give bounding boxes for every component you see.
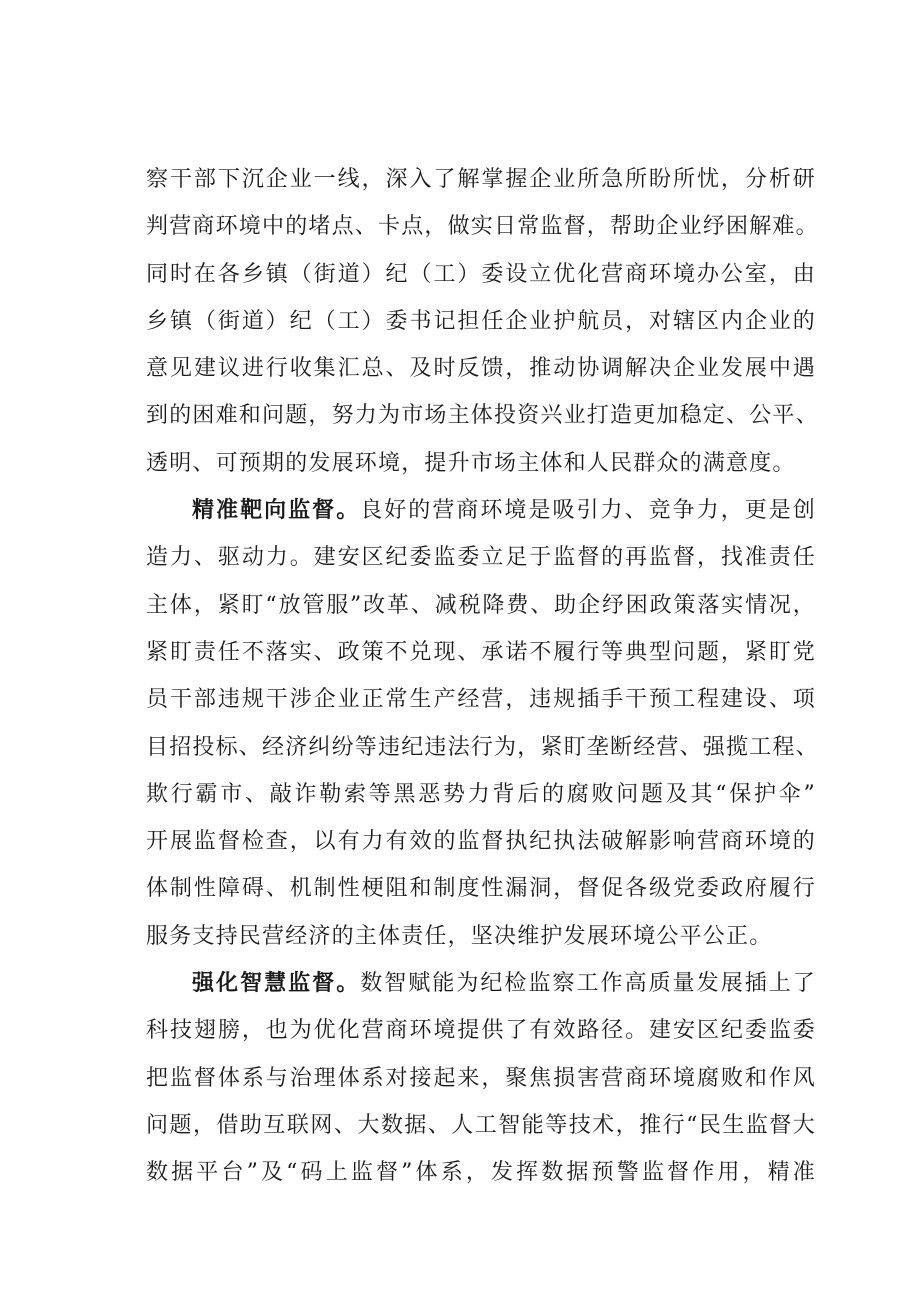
paragraph-first-line <box>146 487 816 534</box>
paragraph-line: 欺行霸市、敲诈勒索等黑恶势力背后的腐败问题及其“保护伞” <box>146 781 816 807</box>
paragraph-2 <box>146 487 819 960</box>
body-text <box>146 156 819 1197</box>
paragraph-line: 乡镇（街道）纪（工）委书记担任企业护航员，对辖区内企业的 <box>146 308 816 334</box>
paragraph-line: 数据平台”及“码上监督”体系，发挥数据预警监督作用，精准 <box>146 1160 816 1186</box>
paragraph-line: 科技翅膀，也为优化营商环境提供了有效路径。建安区纪委监委 <box>146 1018 816 1044</box>
paragraph-line: 员干部违规干涉企业正常生产经营，违规插手干预工程建设、项 <box>146 687 816 713</box>
paragraph-text: 良好的营商环境是吸引力、竞争力，更是创 <box>360 498 816 524</box>
paragraph-line: 到的困难和问题，努力为市场主体投资兴业打造更加稳定、公平、 <box>146 403 819 429</box>
paragraph-3 <box>146 960 816 1196</box>
paragraph-text: 数智赋能为纪检监察工作高质量发展插上了 <box>360 971 816 997</box>
paragraph-line: 问题，借助互联网、大数据、人工智能等技术，推行“民生监督大 <box>146 1112 816 1138</box>
section-heading: 强化智慧监督。 <box>192 971 361 997</box>
paragraph-line: 察干部下沉企业一线，深入了解掌握企业所急所盼所忧，分析研 <box>146 167 816 192</box>
section-heading: 精准靶向监督。 <box>192 498 361 524</box>
paragraph-line: 体制性障碍、机制性梗阻和制度性漏洞，督促各级党委政府履行 <box>146 876 816 902</box>
paragraph-line: 判营商环境中的堵点、卡点，做实日常监督，帮助企业纾困解难。 <box>146 214 819 240</box>
paragraph-line: 造力、驱动力。建安区纪委监委立足于监督的再监督，找准责任 <box>146 545 816 571</box>
paragraph-line: 紧盯责任不落实、政策不兑现、承诺不履行等典型问题，紧盯党 <box>146 639 816 665</box>
paragraph-line: 把监督体系与治理体系对接起来，聚焦损害营商环境腐败和作风 <box>146 1065 816 1091</box>
paragraph-line: 目招投标、经济纠纷等违纪违法行为，紧盯垄断经营、强揽工程、 <box>146 734 819 760</box>
paragraph-line: 服务支持民营经济的主体责任，坚决维护发展环境公平公正。 <box>146 923 773 949</box>
paragraph-line: 意见建议进行收集汇总、及时反馈，推动协调解决企业发展中遇 <box>146 356 816 382</box>
paragraph-line: 同时在各乡镇（街道）纪（工）委设立优化营商环境办公室，由 <box>146 261 816 287</box>
paragraph-1 <box>146 156 819 487</box>
paragraph-line: 主体，紧盯“放管服”改革、减税降费、助企纾困政策落实情况， <box>146 592 816 618</box>
paragraph-line: 透明、可预期的发展环境，提升市场主体和人民群众的满意度。 <box>146 450 796 476</box>
paragraph-line: 开展监督检查，以有力有效的监督执纪执法破解影响营商环境的 <box>146 829 816 855</box>
paragraph-first-line <box>146 960 816 1007</box>
